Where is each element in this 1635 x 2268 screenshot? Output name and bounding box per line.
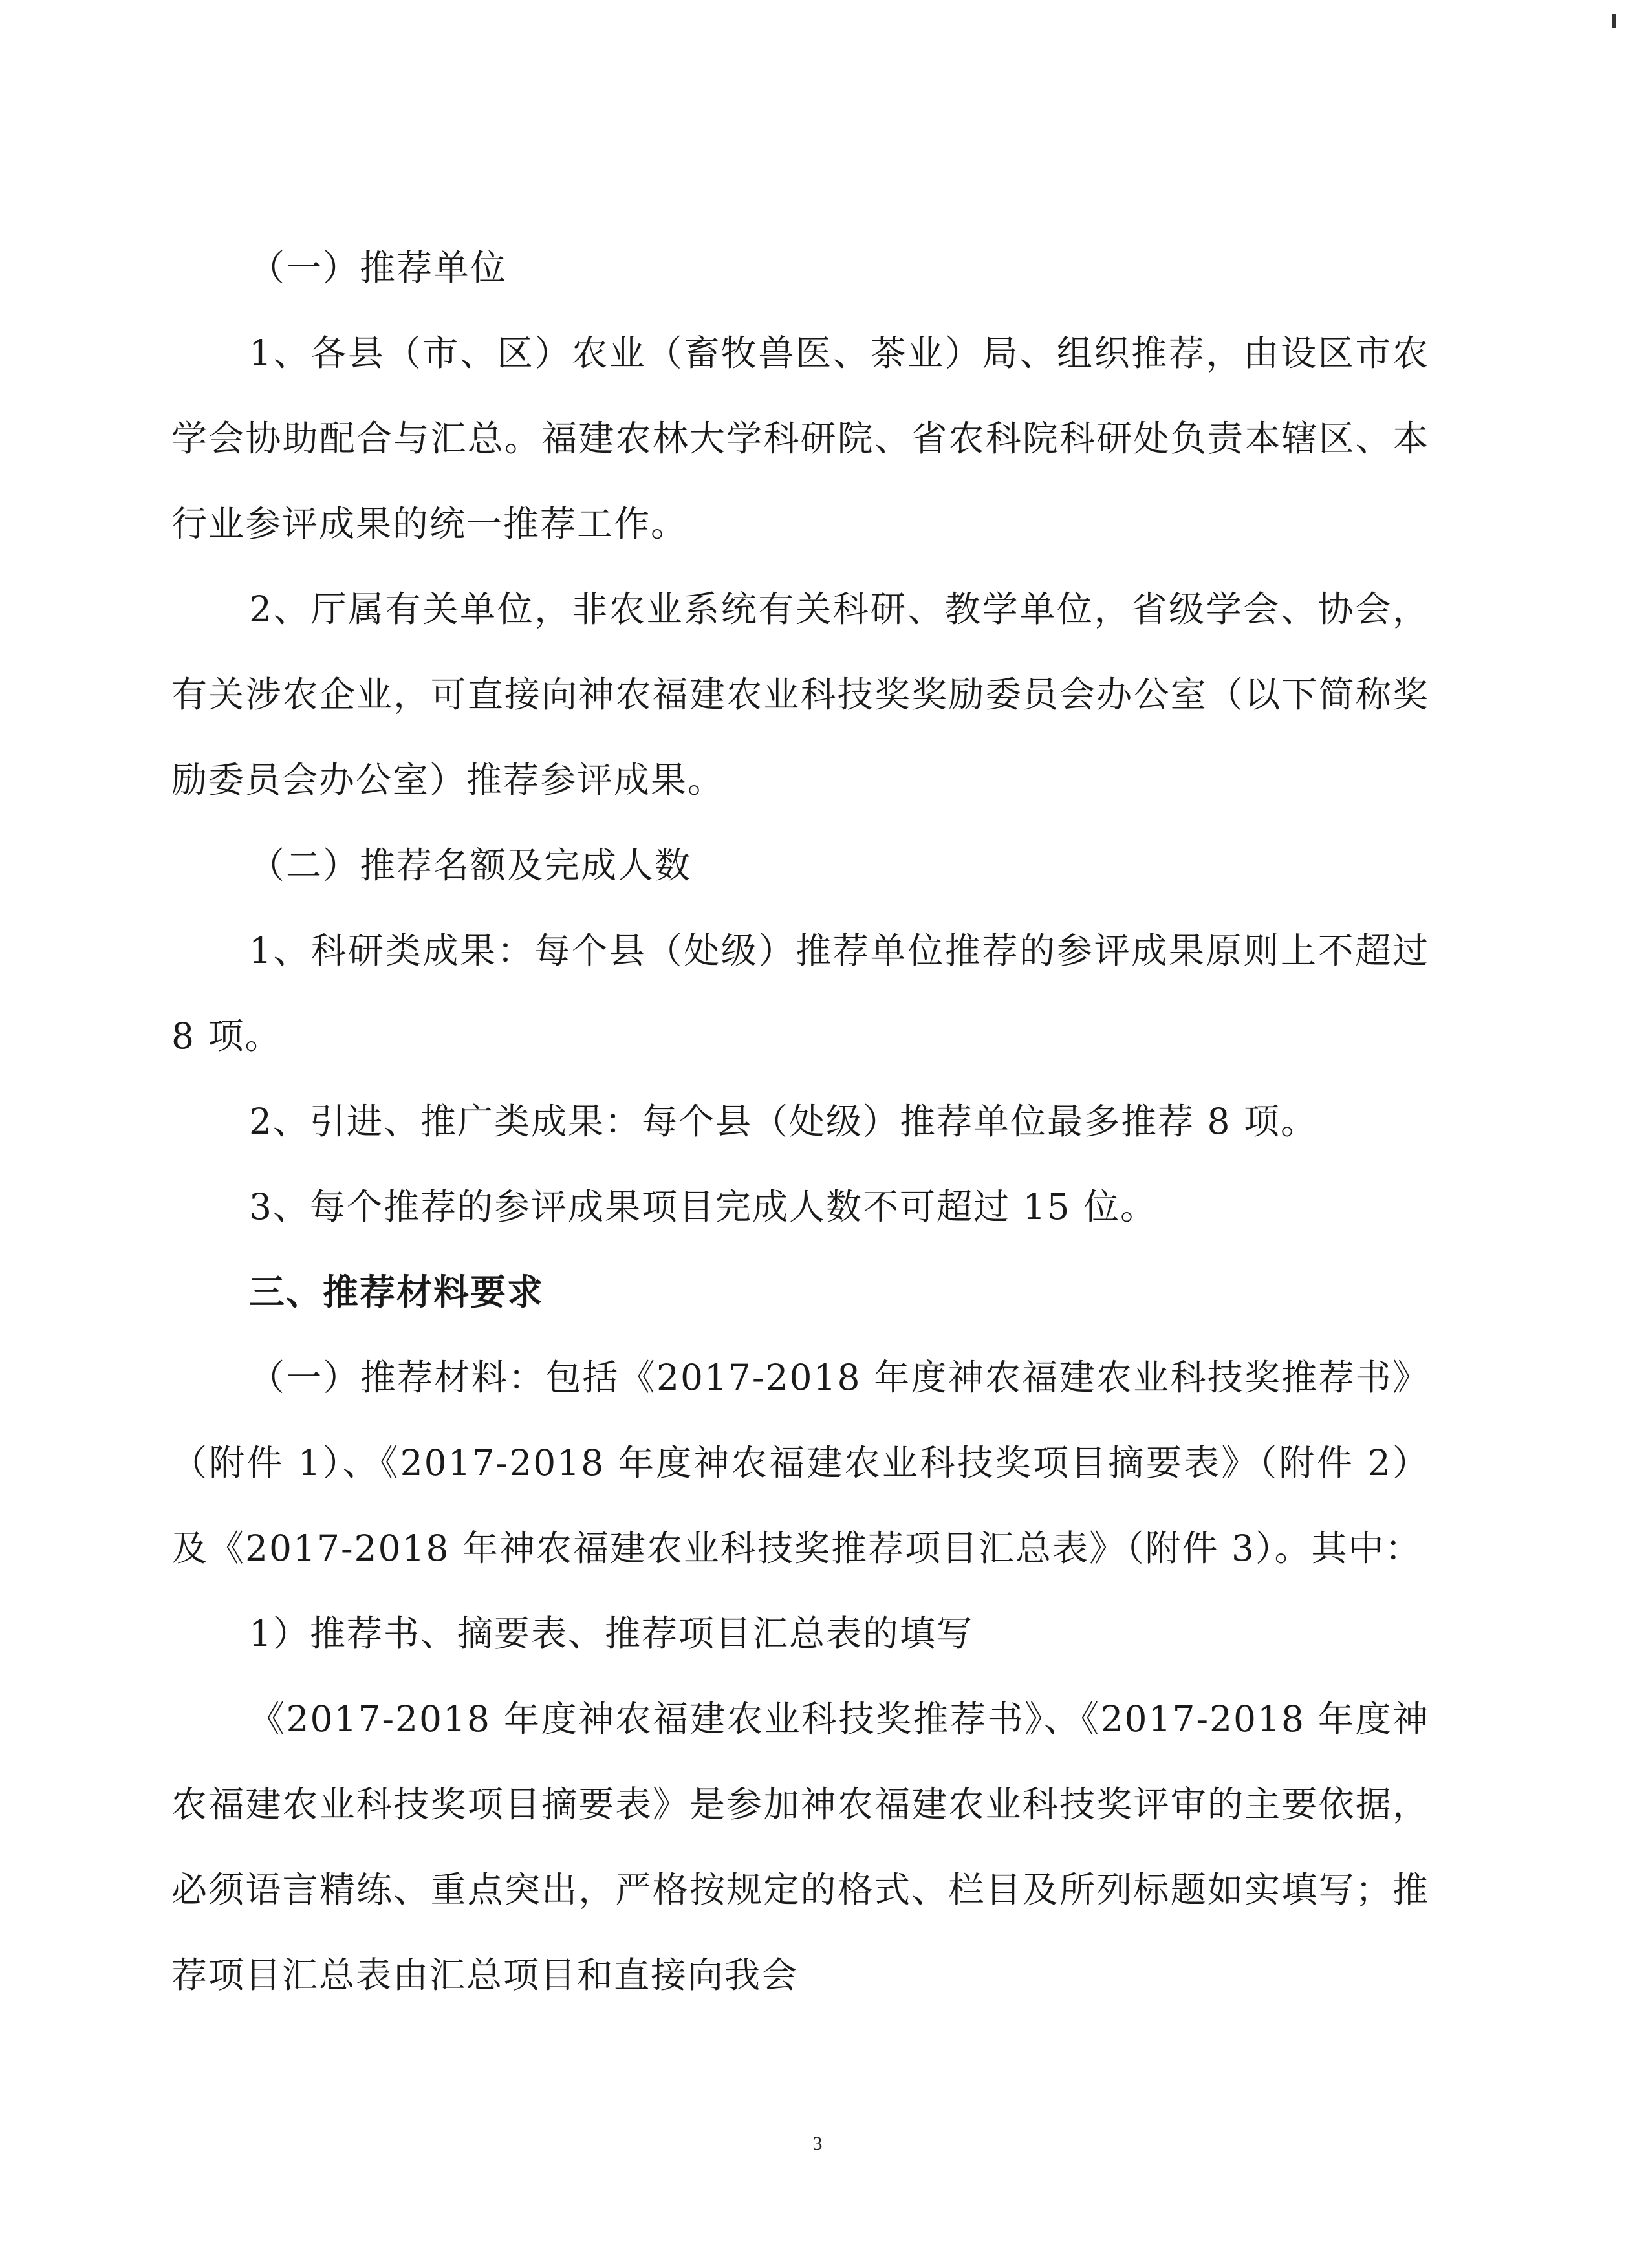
paragraph-promotion-quota: 2、引进、推广类成果：每个县（处级）推荐单位最多推荐 8 项。 [249,1101,1317,1142]
paragraph-contributor-limit: 3、每个推荐的参评成果项目完成人数不可超过 15 位。 [249,1186,1157,1227]
paragraph-direct-recommendation: 2、厅属有关单位，非农业系统有关科研、教学单位，省级学会、协会，有关涉农企业，可直接向神农福建农业科技奖奖励委员会办公室（以下简称奖励委员会办公室）推荐参评成果。 [171,589,1429,801]
section-heading-materials: 三、推荐材料要求 [249,1271,545,1313]
section-heading-recommending-units: （一）推荐单位 [249,247,508,288]
document-body [171,225,1429,2018]
page-number: 3 [812,2133,823,2154]
paragraph-materials-list: （一）推荐材料：包括《2017-2018 年度神农福建农业科技奖推荐书》（附件 1）、《2017-2018 年度神农福建农业科技奖项目摘要表》（附件 2）及《2017-2018 年神农福建农业科技奖推荐项目汇总表》（附件 3）。其中： [171,1357,1429,1569]
paragraph-county-recommendation: 1、各县（市、区）农业（畜牧兽医、茶业）局、组织推荐，由设区市农学会协助配合与汇总。福建农林大学科研院、省农科院科研处负责本辖区、本行业参评成果的统一推荐工作。 [171,332,1429,545]
scan-mark [1612,14,1616,28]
paragraph-form-requirements: 《2017-2018 年度神农福建农业科技奖推荐书》、《2017-2018 年度神农福建农业科技奖项目摘要表》是参加神农福建农业科技奖评审的主要依据，必须语言精练、重点突出，严格按规定的格式、栏目及所列标题如实填写；推荐项目汇总表由汇总项目和直接向我会 [171,1698,1429,1996]
section-heading-quota: （二）推荐名额及完成人数 [249,845,692,886]
subheading-form-filling: 1）推荐书、摘要表、推荐项目汇总表的填写 [249,1613,973,1654]
paragraph-research-quota: 1、科研类成果：每个县（处级）推荐单位推荐的参评成果原则上不超过 8 项。 [171,930,1429,1057]
